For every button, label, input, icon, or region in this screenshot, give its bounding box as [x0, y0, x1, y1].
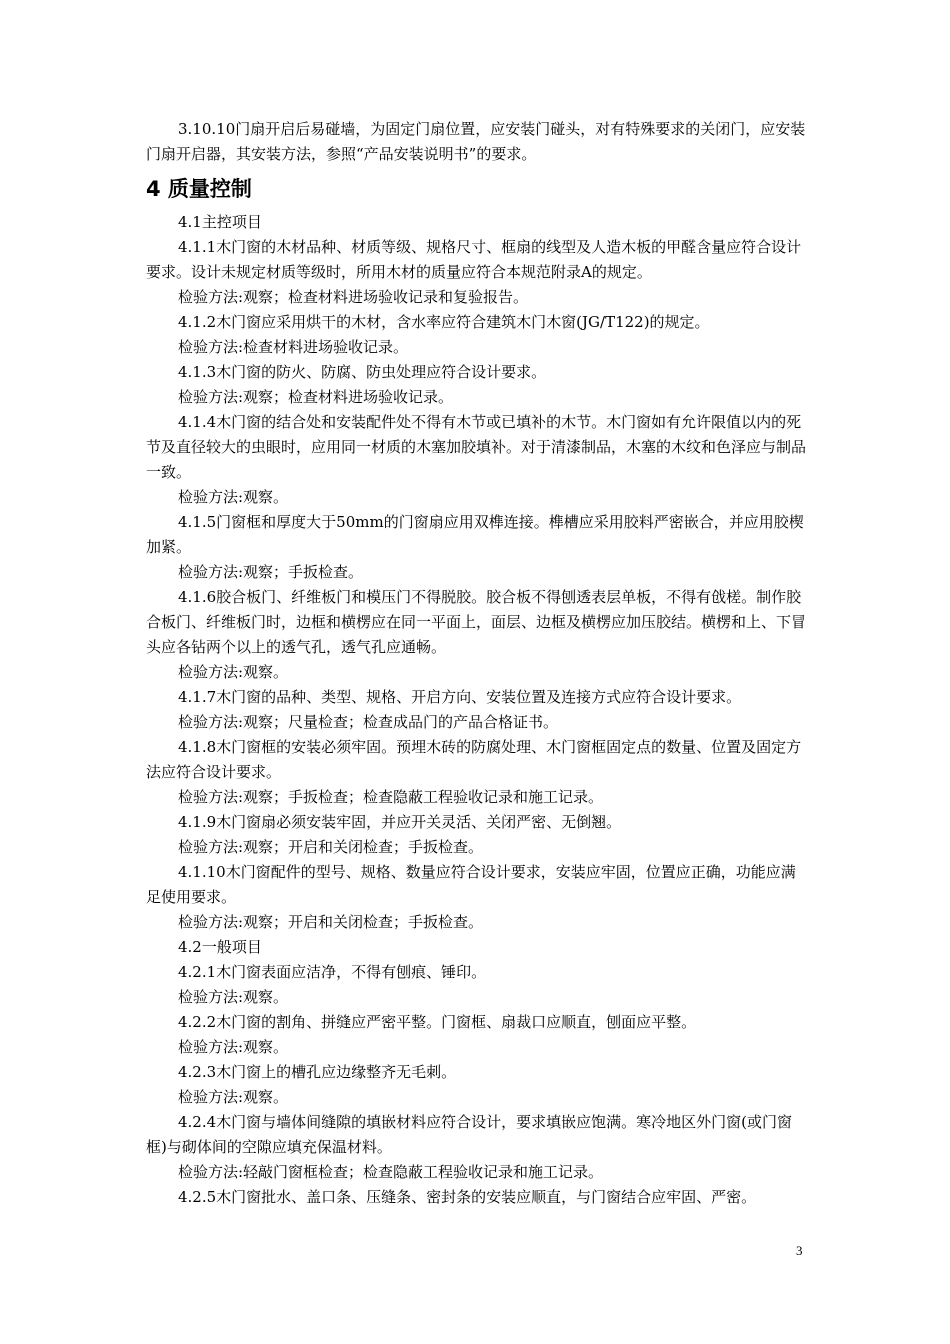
clause-4-1-7: 4.1.7木门窗的品种、类型、规格、开启方向、安装位置及连接方式应符合设计要求。 [178, 688, 742, 706]
clause-4-1-5: 4.1.5门窗框和厚度大于50mm的门窗扇应用双榫连接。榫槽应采用胶料严密嵌合，并应用胶楔加紧。 [146, 513, 804, 556]
clause-4-1-6: 4.1.6胶合板门、纤维板门和模压门不得脱胶。胶合板不得刨透表层单板，不得有戗槎。制作胶合板门、纤维板门时，边框和横楞应在同一平面上，面层、边框及横楞应加压胶结。横楞和上、下冒头应各钻两个以上的透气孔，透气孔应通畅。 [146, 588, 807, 656]
clause-4-2-2: 4.2.2木门窗的割角、拼缝应严密平整。门窗框、扇裁口应顺直，刨面应平整。 [178, 1013, 697, 1031]
clause-4-2-4: 4.2.4木门窗与墙体间缝隙的填嵌材料应符合设计，要求填嵌应饱满。寒冷地区外门窗(或门窗框)与砌体间的空隙应填充保温材料。 [146, 1113, 793, 1156]
inspection-method: 检验方法:轻敲门窗框检查；检查隐蔽工程验收记录和施工记录。 [178, 1163, 604, 1181]
subsection-4-2: 4.2一般项目 [178, 938, 262, 956]
clause-4-1-1: 4.1.1木门窗的木材品种、材质等级、规格尺寸、框扇的线型及人造木板的甲醛含量应符合设计要求。设计未规定材质等级时，所用木材的质量应符合本规范附录A的规定。 [146, 238, 802, 281]
clause-4-1-4: 4.1.4木门窗的结合处和安装配件处不得有木节或已填补的木节。木门窗如有允许限值以内的死节及直径较大的虫眼时，应用同一材质的木塞加胶填补。对于清漆制品，木塞的木纹和色泽应与制品一致。 [146, 413, 807, 481]
clause-4-2-3: 4.2.3木门窗上的槽孔应边缘整齐无毛刺。 [178, 1063, 457, 1081]
clause-4-1-2: 4.1.2木门窗应采用烘干的木材，含水率应符合建筑木门木窗(JG/T122)的规定。 [178, 313, 710, 331]
inspection-method: 检验方法:观察。 [178, 663, 289, 681]
clause-4-1-3: 4.1.3木门窗的防火、防腐、防虫处理应符合设计要求。 [178, 363, 547, 381]
inspection-method: 检验方法:观察；手扳检查。 [178, 563, 364, 581]
inspection-method: 检验方法:观察；检查材料进场验收记录和复验报告。 [178, 288, 529, 306]
inspection-method: 检验方法:观察。 [178, 988, 289, 1006]
clause-4-1-9: 4.1.9木门窗扇必须安装牢固，并应开关灵活、关闭严密、无倒翘。 [178, 813, 622, 831]
inspection-method: 检验方法:观察；检查材料进场验收记录。 [178, 388, 454, 406]
clause-4-1-8: 4.1.8木门窗框的安装必须牢固。预埋木砖的防腐处理、木门窗框固定点的数量、位置及固定方法应符合设计要求。 [146, 738, 802, 781]
inspection-method: 检验方法:观察；手扳检查；检查隐蔽工程验收记录和施工记录。 [178, 788, 604, 806]
clause-4-1-10: 4.1.10木门窗配件的型号、规格、数量应符合设计要求，安装应牢固，位置应正确，功能应满足使用要求。 [146, 863, 796, 906]
paragraph-3-10-10: 3.10.10门扇开启后易碰墙，为固定门扇位置，应安装门碰头，对有特殊要求的关闭门，应安装门扇开启器，其安装方法，参照“产品安装说明书”的要求。 [146, 120, 806, 163]
inspection-method: 检验方法:观察。 [178, 1088, 289, 1106]
inspection-method: 检验方法:观察；开启和关闭检查；手扳检查。 [178, 913, 484, 931]
page-body [146, 117, 806, 1210]
subsection-4-1: 4.1主控项目 [178, 213, 262, 231]
inspection-method: 检验方法:观察；尺量检查；检查成品门的产品合格证书。 [178, 713, 559, 731]
section-heading: 4 质量控制 [146, 177, 252, 201]
inspection-method: 检验方法:检查材料进场验收记录。 [178, 338, 409, 356]
inspection-method: 检验方法:观察。 [178, 488, 289, 506]
clause-4-2-5: 4.2.5木门窗批水、盖口条、压缝条、密封条的安装应顺直，与门窗结合应牢固、严密。 [178, 1188, 757, 1206]
inspection-method: 检验方法:观察；开启和关闭检查；手扳检查。 [178, 838, 484, 856]
page-number: 3 [796, 1243, 803, 1258]
inspection-method: 检验方法:观察。 [178, 1038, 289, 1056]
clause-4-2-1: 4.2.1木门窗表面应洁净，不得有刨痕、锤印。 [178, 963, 487, 981]
